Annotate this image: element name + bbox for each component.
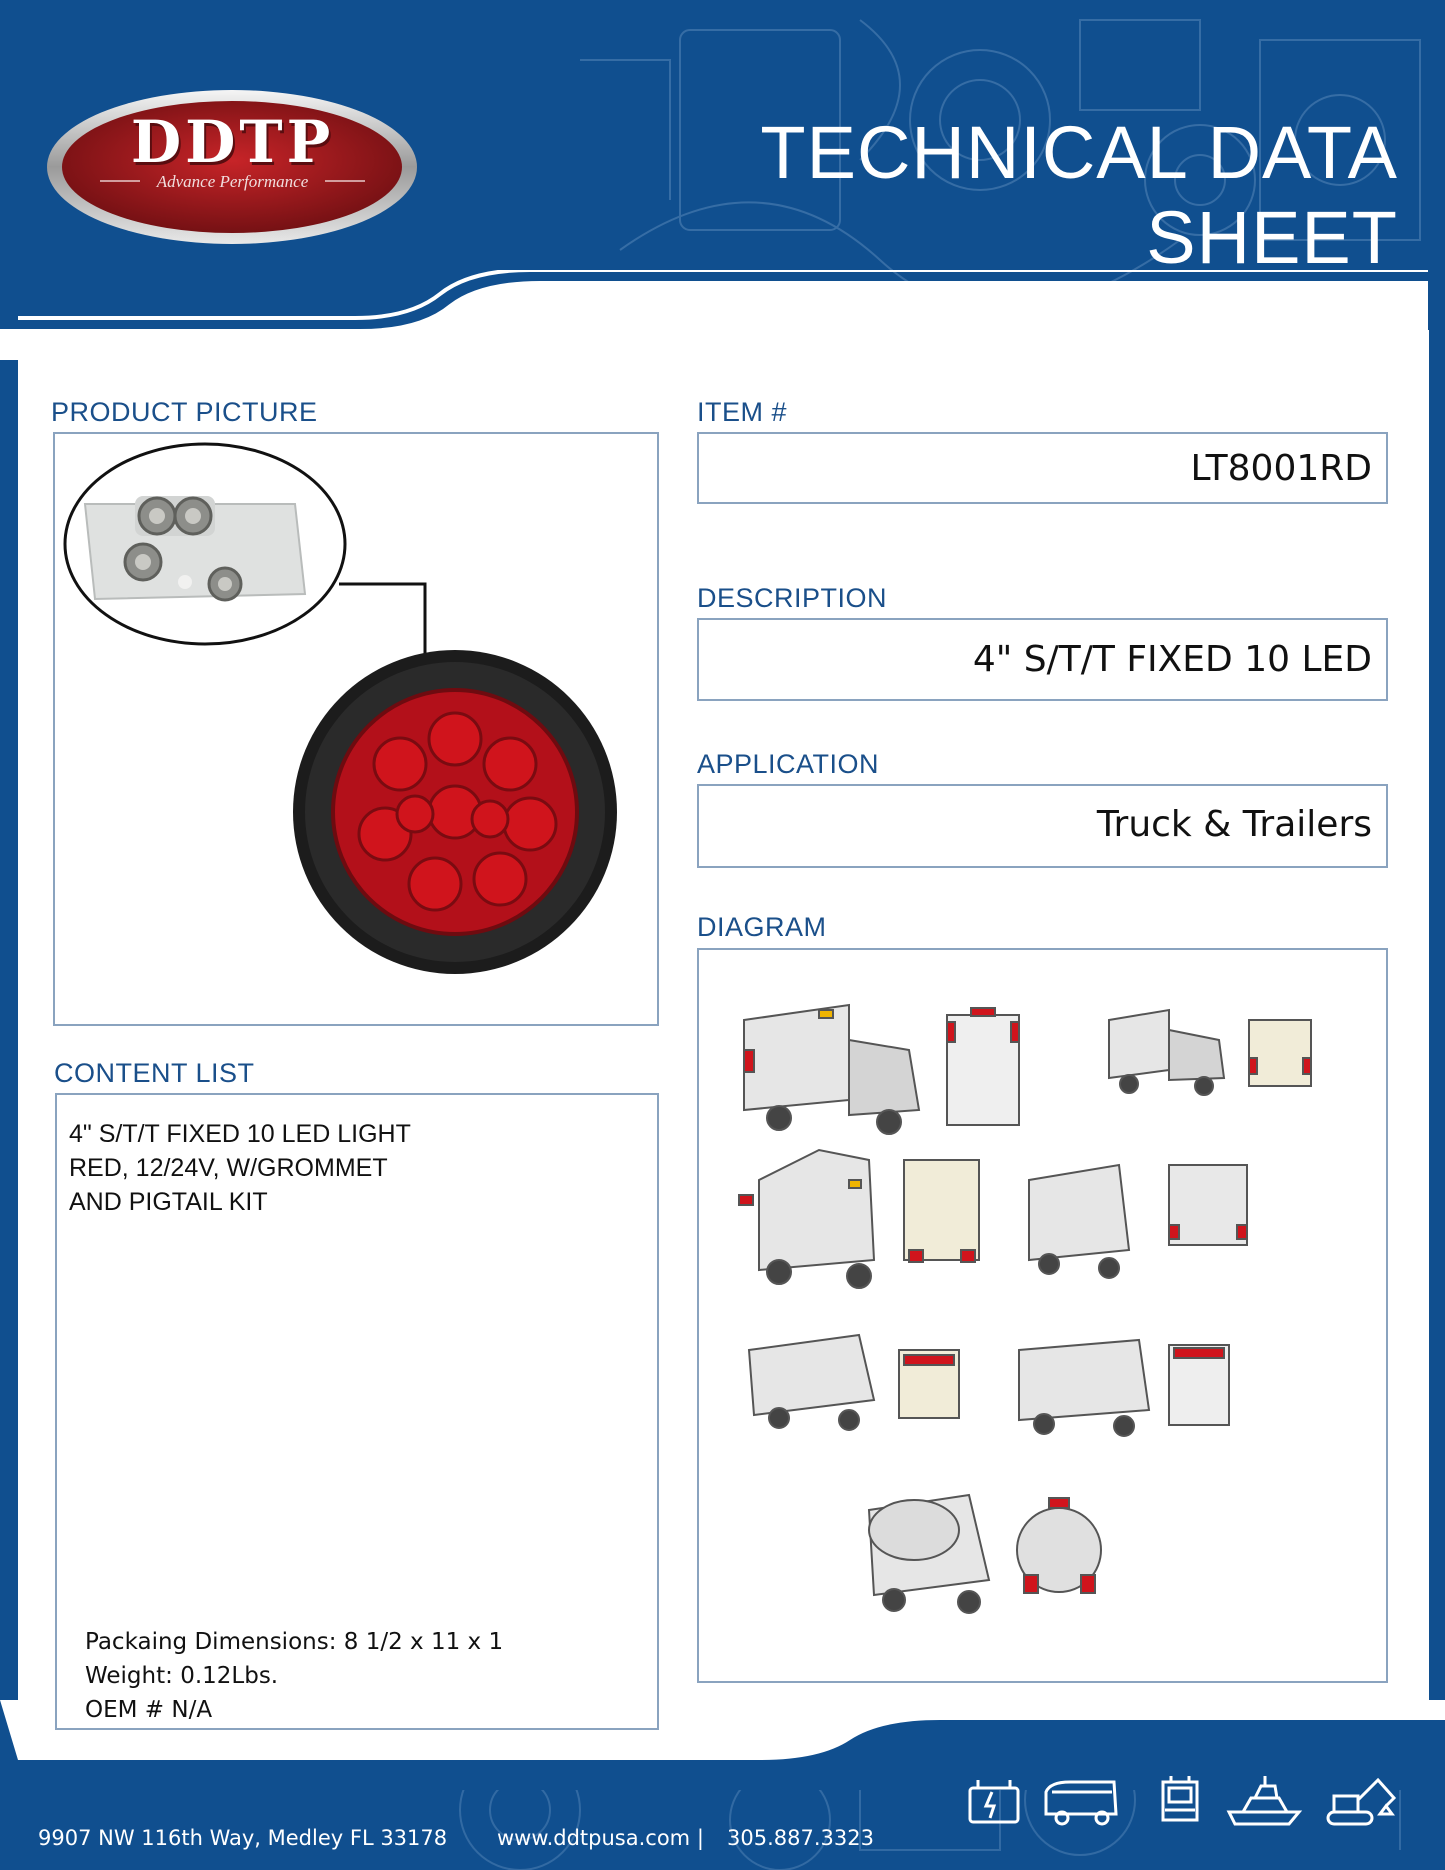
- item-number: LT8001RD: [1190, 448, 1372, 489]
- truck-icon: [1145, 1770, 1215, 1832]
- application-box: [697, 784, 1388, 868]
- content-line: AND PIGTAIL KIT: [69, 1188, 268, 1216]
- item-label: ITEM #: [697, 397, 788, 427]
- vehicle-lighting-diagram: [699, 950, 1386, 1681]
- content-list-text: [69, 1117, 411, 1219]
- excavator-icon: [1320, 1770, 1404, 1832]
- application-label: APPLICATION: [697, 749, 880, 779]
- footer-address: 9907 NW 116th Way, Medley FL 33178: [38, 1826, 448, 1850]
- product-picture-label: PRODUCT PICTURE: [51, 397, 318, 427]
- logo-wordmark: DDTP: [130, 108, 335, 176]
- description-label: DESCRIPTION: [697, 583, 888, 613]
- generator-icon: [960, 1770, 1030, 1832]
- description-box: [697, 618, 1388, 701]
- content-list-box: [55, 1093, 659, 1730]
- diagram-label: DIAGRAM: [697, 912, 827, 942]
- page-title: TECHNICAL DATA SHEET: [760, 111, 1398, 279]
- packaging-oem: OEM # N/A: [85, 1697, 213, 1723]
- diagram-box: [697, 948, 1388, 1683]
- packaging-dimensions: Packaing Dimensions: 8 1/2 x 11 x 1: [85, 1629, 504, 1655]
- item-box: [697, 432, 1388, 504]
- logo-tagline: Advance Performance: [156, 172, 309, 191]
- product-picture-box: [53, 432, 659, 1026]
- description-value: 4" S/T/T FIXED 10 LED: [972, 639, 1372, 680]
- packaging-weight: Weight: 0.12Lbs.: [85, 1663, 279, 1689]
- content-list-label: CONTENT LIST: [54, 1058, 255, 1088]
- header-wave-divider: [0, 270, 1445, 360]
- footer-website[interactable]: www.ddtpusa.com |: [497, 1826, 704, 1850]
- bus-icon: [1040, 1770, 1122, 1832]
- content-line: RED, 12/24V, W/GROMMET: [69, 1154, 388, 1182]
- product-image: [55, 434, 657, 1024]
- packaging-info: [85, 1625, 503, 1727]
- footer-phone: 305.887.3323: [727, 1826, 874, 1850]
- content-line: 4" S/T/T FIXED 10 LED LIGHT: [69, 1120, 411, 1148]
- application-value: Truck & Trailers: [1096, 804, 1372, 845]
- yacht-icon: [1225, 1770, 1305, 1832]
